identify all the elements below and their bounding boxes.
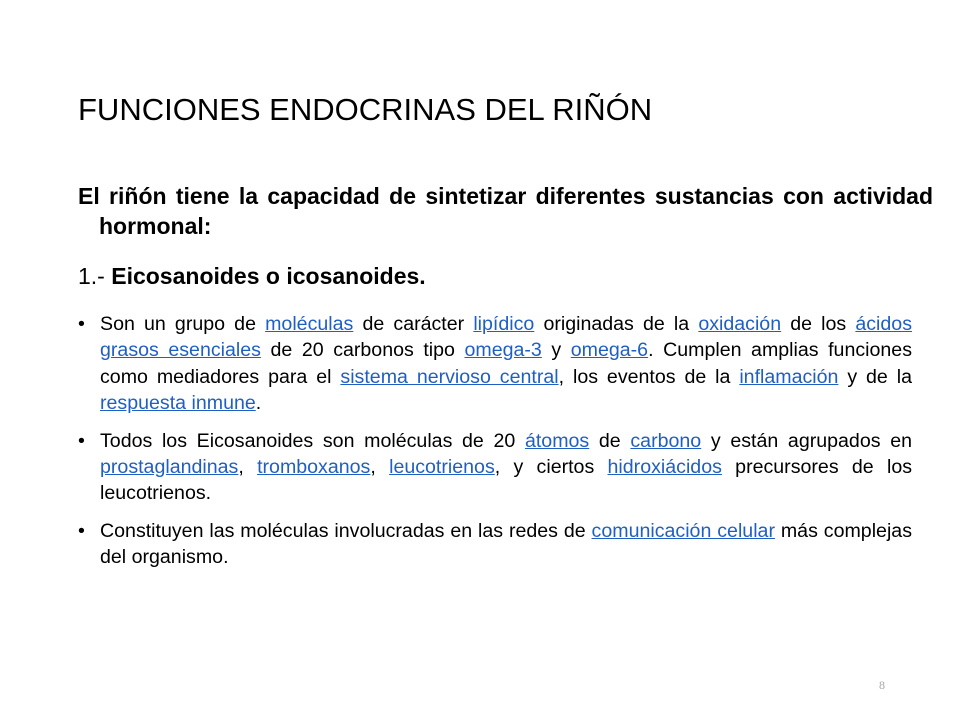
bullet-text-run: Son un grupo de <box>100 313 266 335</box>
hyperlink[interactable]: ácidos grasos esenciales <box>100 313 912 362</box>
bullet-text-run: más complejas del organismo. <box>100 519 912 569</box>
hyperlink[interactable]: leucotrienos <box>389 456 495 479</box>
section-title: Eicosanoides o icosanoides. <box>111 263 426 289</box>
hyperlink[interactable]: sistema nervioso central <box>340 365 559 388</box>
bullet-item <box>78 311 912 417</box>
bullet-text-run: , y ciertos <box>494 456 608 479</box>
hyperlink[interactable]: omega-3 <box>464 339 542 362</box>
bullet-text-run: Todos los Eicosanoides son moléculas de 20 <box>100 429 525 452</box>
page-number: 8 <box>879 678 885 692</box>
bullet-text-run: de carácter <box>353 313 474 335</box>
hyperlink[interactable]: oxidación <box>698 313 782 335</box>
hyperlink[interactable]: carbono <box>630 429 702 452</box>
bullet-text-run: . Cumplen amplias funciones como mediadores para el <box>100 339 912 388</box>
hyperlink[interactable]: respuesta inmune <box>100 392 256 415</box>
bullet-text-run: y están agrupados en <box>701 429 912 452</box>
bullet-text-run: Constituyen las moléculas involucradas en las redes de <box>100 519 592 542</box>
bullet-text-run: originadas de la <box>534 313 699 335</box>
bullet-icon: • <box>78 429 85 452</box>
slide-title: FUNCIONES ENDOCRINAS DEL RIÑÓN <box>78 92 653 127</box>
bullet-text-run: de <box>589 429 631 452</box>
section-number: 1.- <box>78 263 112 289</box>
bullet-text-run: , <box>238 456 258 479</box>
bullet-text-run: de los <box>781 313 856 335</box>
bullet-text <box>100 430 912 505</box>
hyperlink[interactable]: moléculas <box>265 313 354 335</box>
hyperlink[interactable]: hidroxiácidos <box>607 456 722 479</box>
bullet-text-run: precursores de los leucotrienos. <box>100 456 913 505</box>
bullet-item <box>78 518 912 571</box>
bullet-item <box>78 428 912 507</box>
bullet-text-run: , los eventos de la <box>558 365 740 388</box>
hyperlink[interactable]: comunicación celular <box>591 519 775 542</box>
bullet-icon: • <box>78 313 85 335</box>
bullet-text-run: de 20 carbonos tipo <box>260 339 465 362</box>
intro-paragraph: El riñón tiene la capacidad de sintetizar diferentes sustancias con actividad hormonal: <box>78 183 933 239</box>
bullet-text-run: . <box>255 392 262 415</box>
bullet-text <box>100 520 912 568</box>
hyperlink[interactable]: inflamación <box>739 365 839 388</box>
bullet-text-run: y de la <box>838 365 912 388</box>
hyperlink[interactable]: tromboxanos <box>257 456 371 479</box>
hyperlink[interactable]: átomos <box>524 429 590 452</box>
bullet-text <box>100 313 912 414</box>
hyperlink[interactable]: prostaglandinas <box>100 456 239 479</box>
hyperlink[interactable]: omega-6 <box>570 339 649 362</box>
bullet-icon: • <box>78 519 85 542</box>
bullet-text-run: , <box>370 456 390 479</box>
bullet-list <box>78 311 912 582</box>
bullet-text-run: y <box>541 339 571 362</box>
section-heading <box>78 261 912 291</box>
hyperlink[interactable]: lipídico <box>473 313 535 335</box>
